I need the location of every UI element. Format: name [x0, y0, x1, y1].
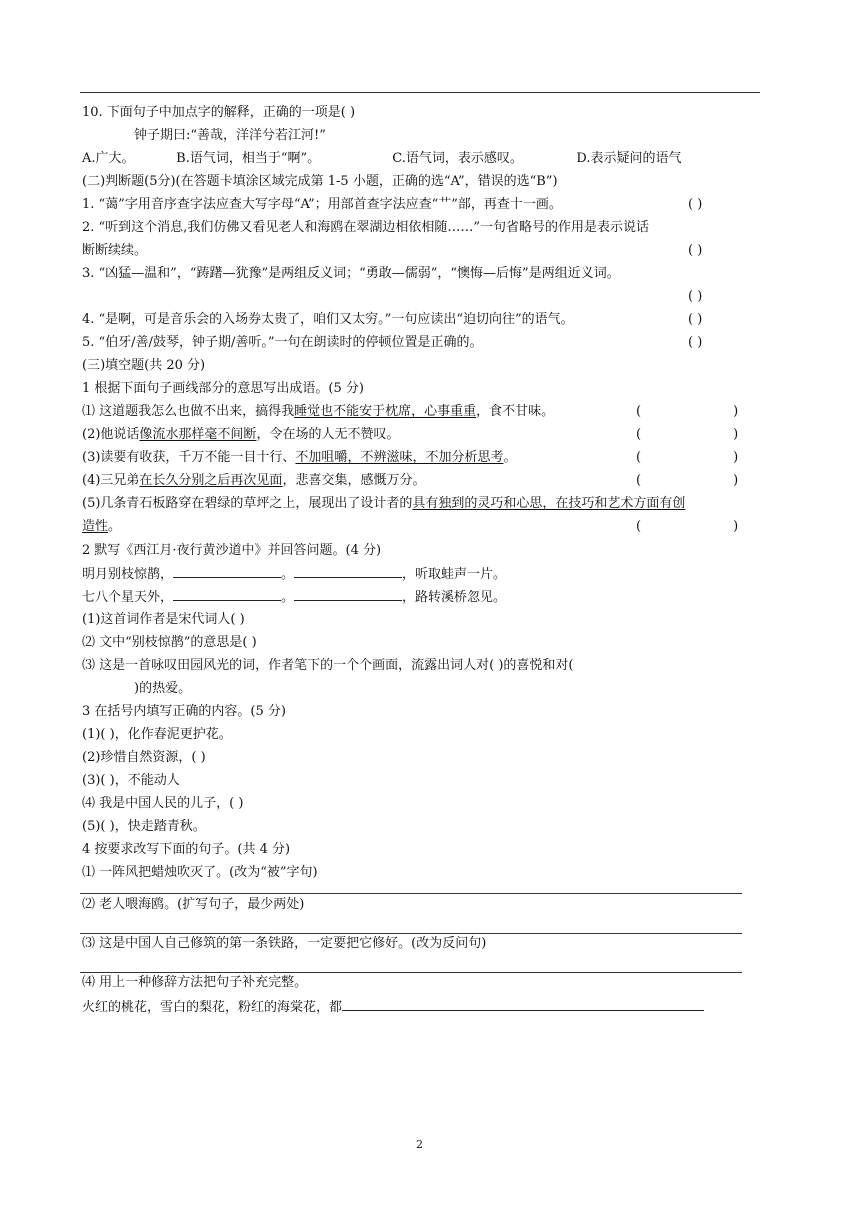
poem-line-1: 明月别枝惊鹊， 。 ，听取蛙声一片。 — [82, 567, 507, 582]
fill-q3-title: 3 在括号内填写正确的内容。(5 分) — [82, 704, 286, 719]
judge-item-2: 2. “听到这个消息,我们仿佛又看见老人和海鸥在翠湖边相依相随……”一句省略号的作用是表示说话 — [82, 220, 649, 235]
judge-item-3: 3. “凶猛—温和”，“踌躇—犹豫”是两组反义词；“勇敢—儒弱”，“懊悔—后悔”是两组近义词。 — [82, 266, 620, 281]
poem-question-3-cont: )的热爱。 — [134, 681, 192, 696]
q10-option-d[interactable]: D.表示疑问的语气 — [576, 151, 682, 166]
poem-question-3: ⑶ 这是一首咏叹田园风光的词，作者笔下的一个个画面，流露出词人对( )的喜悦和对( — [82, 658, 574, 673]
section3-title: (三)填空题(共 20 分) — [82, 358, 206, 373]
rhetoric-blank[interactable] — [342, 998, 704, 1011]
judge-answer-5[interactable]: ( ) — [688, 335, 703, 350]
fill-q1-sentence-5: (5)几条青石板路穿在碧绿的草坪之上，展现出了设计者的具有独到的灵巧和心思，在技巧和艺术方面有创 — [82, 496, 686, 511]
poem-question-2: ⑵ 文中“别枝惊鹊”的意思是( ) — [82, 635, 257, 650]
fill-q1-sentence-5-cont: 造性。 — [82, 519, 122, 534]
q10-option-a[interactable]: A.广大。 — [82, 151, 135, 166]
rewrite-item-1: ⑴ 一阵风把蜡烛吹灭了。(改为“被”字句) — [82, 865, 318, 880]
fill-q3-item-3[interactable]: (3)( )，不能动人 — [82, 773, 180, 788]
judge-item-5: 5. “伯牙/善/鼓琴，钟子期/善听。”一句在朗读时的停顿位置是正确的。 — [82, 335, 483, 350]
fill-q3-item-4[interactable]: ⑷ 我是中国人民的儿子，( ) — [82, 796, 244, 811]
idiom-answer-5[interactable]: ( ) — [636, 519, 739, 534]
answer-line-1[interactable] — [80, 893, 742, 894]
fill-q3-item-1[interactable]: (1)( )，化作春泥更护花。 — [82, 727, 232, 742]
section2-title: (二)判断题(5分)(在答题卡填涂区域完成第 1-5 小题，正确的选“A”，错误的选“B”) — [82, 174, 558, 189]
poem-blank-2[interactable] — [294, 565, 402, 578]
fill-q1-sentence-1: ⑴ 这道题我怎么也做不出来，搞得我睡觉也不能安于枕席，心事重重，食不甘味。 — [82, 404, 555, 419]
judge-answer-2[interactable]: ( ) — [688, 243, 703, 258]
q10-option-b[interactable]: B.语气词，相当于“啊”。 — [176, 151, 321, 166]
fill-q1-sentence-3: (3)读要有收获，千万不能一目十行、不加咀嚼，不辨滋味，不加分析思考。 — [82, 450, 517, 465]
poem-blank-1[interactable] — [173, 565, 281, 578]
poem-blank-4[interactable] — [294, 588, 402, 601]
poem-blank-3[interactable] — [173, 588, 281, 601]
rewrite-item-3: ⑶ 这是中国人自己修筑的第一条铁路，一定要把它修好。(改为反问句) — [82, 936, 487, 951]
judge-item-1: 1. “蔼”字用音序查字法应查大写字母“A”；用部首查字法应查“艹”部，再查十一画。 — [82, 197, 562, 212]
header-rule — [80, 92, 760, 93]
judge-answer-1[interactable]: ( ) — [688, 197, 703, 212]
fill-q3-item-5[interactable]: (5)( )，快走踏青秋。 — [82, 819, 206, 834]
fill-q2-title: 2 默写《西江月·夜行黄沙道中》并回答问题。(4 分) — [82, 543, 382, 558]
rewrite-item-5: 火红的桃花，雪白的梨花，粉红的海棠花，都 — [82, 998, 704, 1017]
poem-line-2: 七八个星天外， 。 ，路转溪桥忽见。 — [82, 590, 507, 605]
poem-question-1: (1)这首词作者是宋代词人( ) — [82, 612, 245, 627]
q10-quote: 钟子期曰:“善哉，洋洋兮若江河!” — [134, 128, 326, 143]
answer-line-3[interactable] — [80, 972, 742, 973]
page-number: 2 — [416, 1138, 423, 1151]
judge-answer-4[interactable]: ( ) — [688, 312, 703, 327]
q10-options — [82, 150, 682, 168]
judge-item-2-cont: 断断续续。 — [82, 243, 148, 258]
answer-line-2[interactable] — [80, 933, 742, 934]
q10-prompt: 10. 下面句子中加点字的解释，正确的一项是( ) — [82, 105, 356, 120]
fill-q1-title: 1 根据下面句子画线部分的意思写出成语。(5 分) — [82, 381, 364, 396]
idiom-answer-4[interactable]: ( ) — [636, 473, 739, 488]
fill-q3-item-2[interactable]: (2)珍惜自然资源，( ) — [82, 750, 206, 765]
idiom-answer-3[interactable]: ( ) — [636, 450, 739, 465]
idiom-answer-1[interactable]: ( ) — [636, 404, 739, 419]
rewrite-item-2: ⑵ 老人喂海鸥。(扩写句子，最少两处) — [82, 897, 305, 912]
idiom-answer-2[interactable]: ( ) — [636, 427, 739, 442]
rewrite-item-4: ⑷ 用上一种修辞方法把句子补充完整。 — [82, 975, 308, 990]
fill-q1-sentence-2: (2)他说话像流水那样毫不间断，令在场的人无不赞叹。 — [82, 427, 400, 442]
q10-option-c[interactable]: C.语气词，表示感叹。 — [392, 151, 523, 166]
judge-item-4: 4. “是啊，可是音乐会的入场券太贵了，咱们又太穷。”一句应读出“迫切向往”的语气。 — [82, 312, 574, 327]
fill-q1-sentence-4: (4)三兄弟在长久分别之后再次见面，悲喜交集，感慨万分。 — [82, 473, 426, 488]
fill-q4-title: 4 按要求改写下面的句子。(共 4 分) — [82, 842, 291, 857]
judge-answer-3[interactable]: ( ) — [688, 289, 703, 304]
